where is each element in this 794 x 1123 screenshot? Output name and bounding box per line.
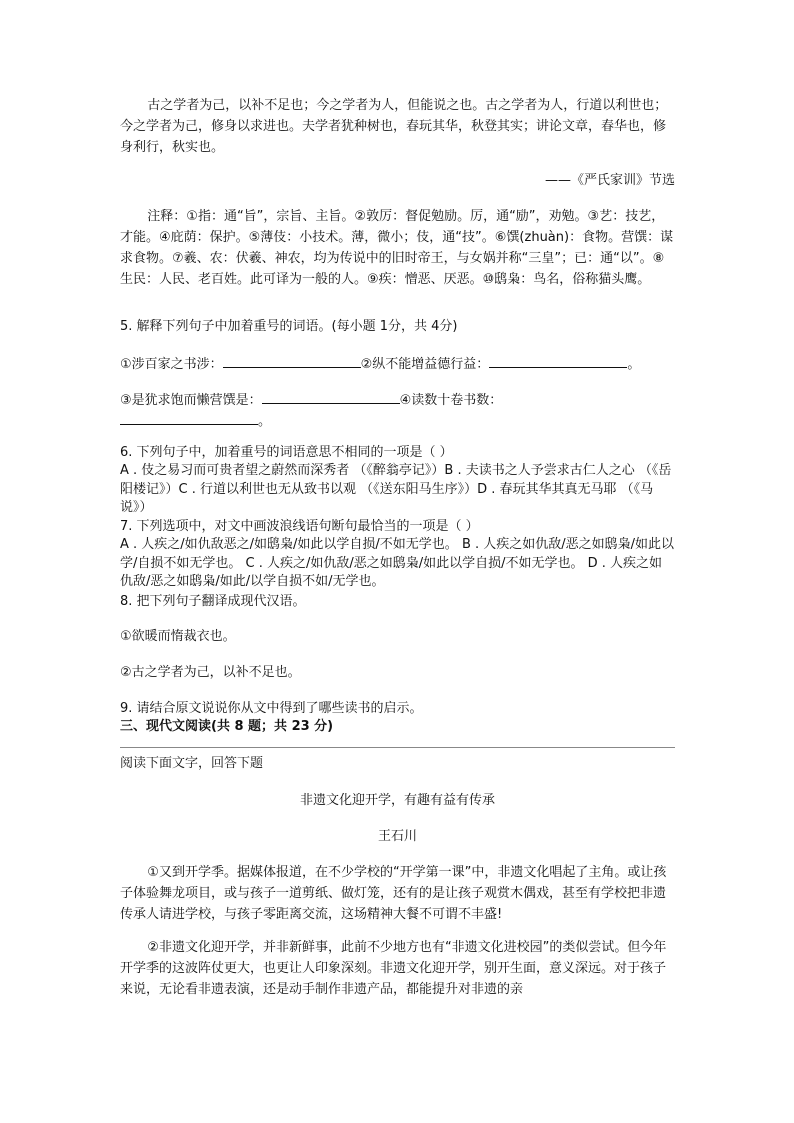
passage-paragraph-1: 古之学者为己，以补不足也；今之学者为人，但能说之也。古之学者为人，行道以利世也；今之学者为己，修身以求进也。夫学者犹种树也，春玩其华，秋登其实；讲论文章，春华也，修身利行，秋实也。: [120, 98, 668, 155]
question-8-sentence-2: ②古之学者为己，以补不足也。: [120, 665, 301, 680]
question-5-item-3: ③是犹求饱而懒营馔是：: [120, 393, 262, 408]
answer-blank-3[interactable]: [262, 389, 400, 404]
answer-blank-2[interactable]: [489, 353, 627, 368]
question-6-options: A . 伎之易习而可贵者望之蔚然而深秀者 （《醉翁亭记》）B . 夫读书之人予尝求古仁人之心 （《岳阳楼记》）C . 行道以利世也无从致书以观 （《送东阳马生序》）D . 春玩其华其真无马耶 （《马说》）: [120, 463, 672, 515]
article-author: 王石川: [377, 829, 417, 844]
question-5-row-1: [120, 353, 675, 375]
passage-source: ——《严氏家训》节选: [544, 173, 675, 188]
answer-blank-1[interactable]: [223, 353, 361, 368]
question-5-end-1: 。: [627, 357, 641, 372]
question-7-options: A . 人疾之/如仇敌恶之/如鸱枭/如此以学自损/不如无学也。 B . 人疾之如仇敌/恶之如鸱枭/如此以学/自损不如无学也。 C . 人疾之/如仇敌/恶之如鸱枭/如此以学自损/不如无学也。 D . 人疾之如仇敌/恶之如鸱枭/如此/以学自损不如/无学也。: [120, 537, 675, 589]
question-8-sentence-1: ①欲暖而惰裁衣也。: [120, 629, 236, 644]
question-5-row-3: [120, 410, 675, 432]
question-7-text: 7. 下列选项中，对文中画波浪线语句断句最恰当的一项是（ ）: [120, 519, 479, 534]
question-8-title: 8. 把下列句子翻译成现代汉语。: [120, 594, 306, 609]
article-paragraph-1: ①又到开学季。据媒体报道，在不少学校的“开学第一课”中，非遗文化唱起了主角。或让孩子体验舞龙项目，或与孩子一道剪纸、做灯笼，还有的是让孩子观赏木偶戏，甚至有学校把非遗传承人请进学校，与孩子零距离交流，这场精神大餐不可谓不丰盛!: [120, 865, 667, 922]
answer-blank-4[interactable]: [120, 410, 258, 425]
article-paragraph-2: ②非遗文化迎开学，并非新鲜事，此前不少地方也有“非遗文化进校园”的类似尝试。但今年开学季的这波阵仗更大，也更让人印象深刻。非遗文化迎开学，别开生面，意义深远。对于孩子来说，无论看非遗表演，还是动手制作非遗产品，都能提升对非遗的亲: [120, 940, 667, 997]
passage-notes: 注释：①指：通“旨”，宗旨、主旨。②敦厉：督促勉励。厉，通“励”，劝勉。③艺：技艺，才能。④庇荫：保护。⑤薄伎：小技术。薄，微小；伎，通“技”。⑥馔(zhuàn)：食物。营馔：谋求食物。⑦羲、农：伏羲、神农，均为传说中的旧时帝王，与女娲并称“三皇”；已：通“以”。⑧生民：人民、老百姓。此可译为一般的人。⑨疾：憎恶、厌恶。⑩鸱枭：鸟名，俗称猫头鹰。: [120, 209, 674, 287]
question-5-item-2: ②纵不能增益德行益：: [360, 357, 490, 372]
question-5-title: 5. 解释下列句子中加着重号的词语。(每小题 1分，共 4分): [120, 319, 458, 334]
question-9-text: 9. 请结合原文说说你从文中得到了哪些读书的启示。: [120, 701, 423, 716]
question-5-end-2: 。: [258, 414, 272, 429]
question-6-text: 6. 下列句子中，加着重号的词语意思不相同的一项是（ ）: [120, 445, 453, 460]
section-3-title: 三、现代文阅读(共 8 题；共 23 分): [120, 719, 334, 734]
question-5-item-1: ①涉百家之书涉：: [120, 357, 223, 372]
section-divider: [120, 747, 675, 748]
question-5-row-2: [120, 389, 675, 411]
article-title: 非遗文化迎开学，有趣有益有传承: [299, 793, 495, 808]
question-5-item-4: ④读数十卷书数：: [399, 393, 503, 408]
reading-instruction: 阅读下面文字，回答下题: [120, 756, 264, 771]
